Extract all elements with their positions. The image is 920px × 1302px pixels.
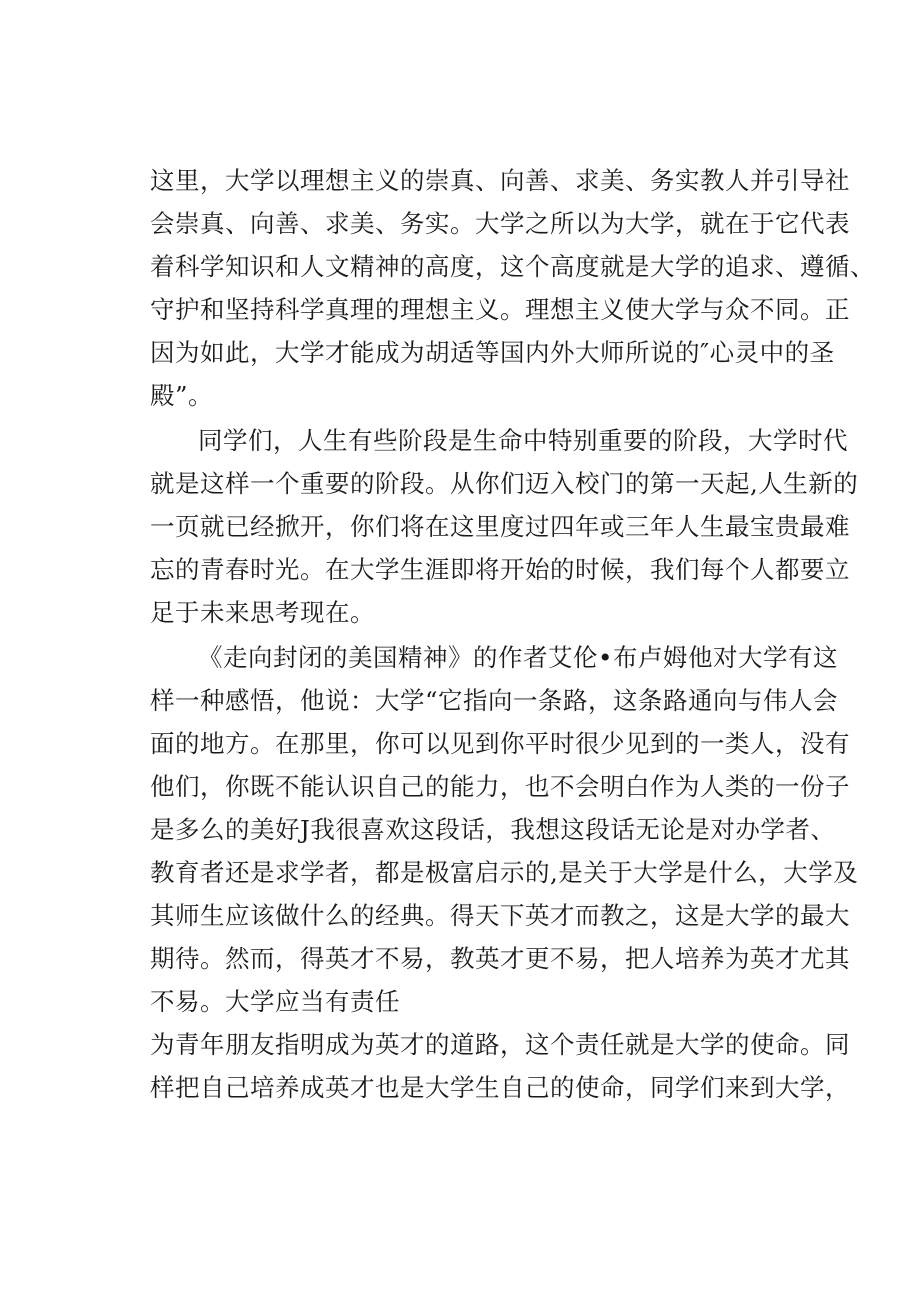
text-line: 样一种感悟，他说：大学“它指向一条路，这条路通向与伟人会 [150, 686, 839, 715]
text-line: 会崇真、向善、求美、务实。大学之所以为大学，就在于它代表 [150, 209, 850, 238]
text-line: 他们，你既不能认识自己的能力，也不会明白作为人类的一份子 [150, 772, 850, 801]
text-line: 守护和坚持科学真理的理想主义。理想主义使大学与众不同。正 [150, 295, 850, 324]
text-line: 一页就已经掀开，你们将在这里度过四年或三年人生最宝贵最难 [150, 512, 850, 541]
text-line: 不易。大学应当有责任 [150, 987, 400, 1016]
text-line: 着科学知识和人文精神的高度，这个高度就是大学的追求、遵循、 [150, 252, 875, 281]
text-line: 《走向封闭的美国精神》的作者艾伦•布卢姆他对大学有这 [198, 643, 838, 672]
text-line: 就是这样一个重要的阶段。从你们迈入校门的第一天起,人生新的 [150, 469, 859, 498]
text-line: 是多么的美好J我很喜欢这段话，我想这段话无论是对办学者、 [150, 815, 836, 844]
text-line: 期待。然而，得英才不易，教英才更不易，把人培养为英才尤其 [150, 944, 850, 973]
text-line: 为青年朋友指明成为英才的道路，这个责任就是大学的使命。同 [150, 1030, 850, 1059]
text-line: 足于未来思考现在。 [150, 598, 375, 627]
text-line: 殿”。 [150, 381, 214, 410]
text-line: 样把自己培养成英才也是大学生自己的使命，同学们来到大学， [150, 1073, 850, 1102]
text-line: 这里，大学以理想主义的崇真、向善、求美、务实教人并引导社 [150, 166, 850, 195]
text-line: 同学们，人生有些阶段是生命中特别重要的阶段，大学时代 [198, 426, 848, 455]
text-line: 其师生应该做什么的经典。得天下英才而教之，这是大学的最大 [150, 901, 850, 930]
text-line: 面的地方。在那里，你可以见到你平时很少见到的一类人，没有 [150, 729, 850, 758]
text-line: 教育者还是求学者，都是极富启示的,是关于大学是什么，大学及 [150, 858, 859, 887]
text-line: 忘的青春时光。在大学生涯即将开始的时候，我们每个人都要立 [150, 555, 850, 584]
text-line: 因为如此，大学才能成为胡适等国内外大师所说的″心灵中的圣 [150, 338, 835, 367]
